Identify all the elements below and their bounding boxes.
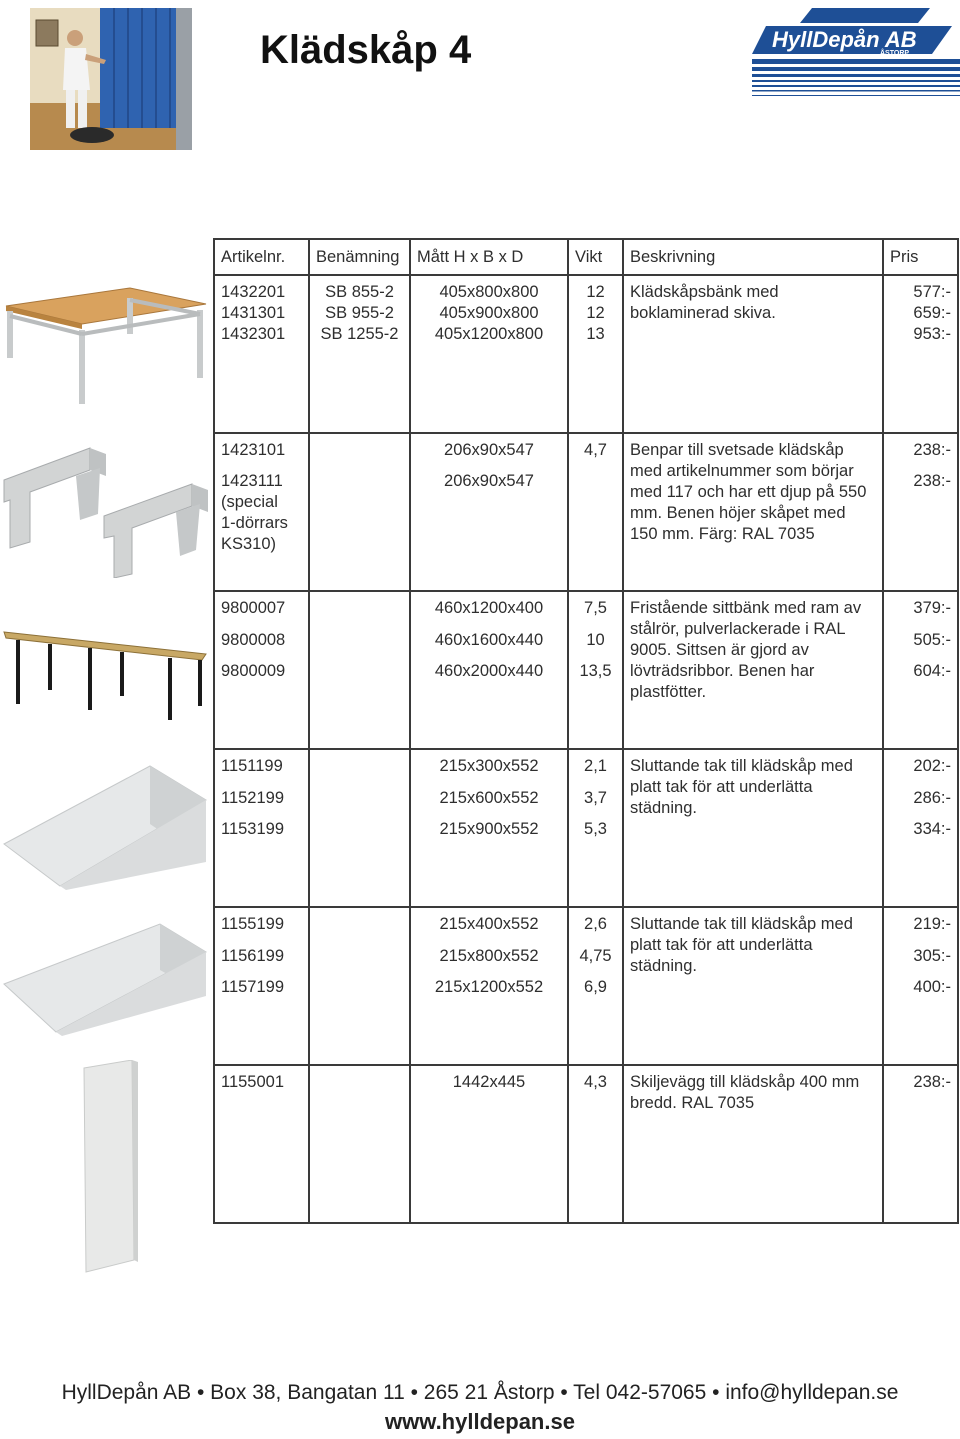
header-dims: Mått H x B x D — [410, 239, 568, 275]
name-cell — [309, 907, 410, 1065]
name-cell — [309, 433, 410, 591]
desc-cell: Fristående sittbänk med ram av stålrör, pulverlackerade i RAL 9005. Sittsen är gjord av lövträdsribbor. Benen har plastfötter. — [623, 591, 883, 749]
page-title: Klädskåp 4 — [260, 28, 472, 72]
cabinet-legs-image — [0, 440, 212, 578]
article-cell: 1423101 1423111 (special 1-dörrars KS310) — [214, 433, 309, 591]
table-row — [214, 591, 958, 749]
name-cell — [309, 749, 410, 907]
name-cell: SB 855-2 SB 955-2 SB 1255-2 — [309, 275, 410, 433]
table-row — [214, 749, 958, 907]
desc-cell: Sluttande tak till klädskåp med platt tak för att underlätta städning. — [623, 749, 883, 907]
price-cell: 238:- 238:- — [883, 433, 958, 591]
table-row — [214, 1065, 958, 1223]
freestanding-bench-image — [0, 620, 212, 724]
desc-cell: Sluttande tak till klädskåp med platt tak för att underlätta städning. — [623, 907, 883, 1065]
table-row — [214, 907, 958, 1065]
price-cell: 238:- — [883, 1065, 958, 1223]
article-cell: 9800007 9800008 9800009 — [214, 591, 309, 749]
header-art: Artikelnr. — [214, 239, 309, 275]
name-cell — [309, 591, 410, 749]
bench-laminate-image — [0, 284, 212, 410]
header-price: Pris — [883, 239, 958, 275]
header-name: Benämning — [309, 239, 410, 275]
weight-cell: 4,7 — [568, 433, 623, 591]
weight-cell: 2,6 4,75 6,9 — [568, 907, 623, 1065]
footer-website-link[interactable]: www.hylldepan.se — [385, 1409, 575, 1434]
price-cell: 577:- 659:- 953:- — [883, 275, 958, 433]
company-logo — [752, 6, 960, 110]
desc-cell: Benpar till svetsade klädskåp med artikelnummer som börjar med 117 och har ett djup på 550 mm. Benen höjer skåpet med 150 mm. Färg: RAL 7035 — [623, 433, 883, 591]
weight-cell: 12 12 13 — [568, 275, 623, 433]
desc-cell: Skiljevägg till klädskåp 400 mm bredd. RAL 7035 — [623, 1065, 883, 1223]
dims-cell: 460x1200x400 460x1600x440 460x2000x440 — [410, 591, 568, 749]
dims-cell: 215x400x552 215x800x552 215x1200x552 — [410, 907, 568, 1065]
article-cell: 1155199 1156199 1157199 — [214, 907, 309, 1065]
desc-cell: Klädskåpsbänk med boklaminerad skiva. — [623, 275, 883, 433]
weight-cell: 2,1 3,7 5,3 — [568, 749, 623, 907]
name-cell — [309, 1065, 410, 1223]
price-cell: 202:- 286:- 334:- — [883, 749, 958, 907]
table-row — [214, 275, 958, 433]
dims-cell: 405x800x800 405x900x800 405x1200x800 — [410, 275, 568, 433]
dims-cell: 1442x445 — [410, 1065, 568, 1223]
table-row — [214, 433, 958, 591]
locker-room-photo — [30, 8, 192, 150]
weight-cell: 7,5 10 13,5 — [568, 591, 623, 749]
price-cell: 379:- 505:- 604:- — [883, 591, 958, 749]
weight-cell: 4,3 — [568, 1065, 623, 1223]
dims-cell: 215x300x552 215x600x552 215x900x552 — [410, 749, 568, 907]
svg-text:HyllDepån AB: HyllDepån AB — [772, 27, 917, 52]
footer-address: HyllDepån AB • Box 38, Bangatan 11 • 265 21 Åstorp • Tel 042-57065 • info@hylldepan.se — [61, 1381, 899, 1404]
header-desc: Beskrivning — [623, 239, 883, 275]
svg-text:ÅSTORP: ÅSTORP — [880, 50, 910, 57]
dims-cell: 206x90x547 206x90x547 — [410, 433, 568, 591]
article-cell: 1155001 — [214, 1065, 309, 1223]
sloped-roof-image-2 — [0, 912, 212, 1036]
product-table — [213, 238, 959, 1224]
partition-wall-image — [76, 1060, 140, 1274]
sloped-roof-image-1 — [0, 760, 212, 890]
table-header-row — [214, 239, 958, 275]
price-cell: 219:- 305:- 400:- — [883, 907, 958, 1065]
article-cell: 1432201 1431301 1432301 — [214, 275, 309, 433]
header-weight: Vikt — [568, 239, 623, 275]
article-cell: 1151199 1152199 1153199 — [214, 749, 309, 907]
